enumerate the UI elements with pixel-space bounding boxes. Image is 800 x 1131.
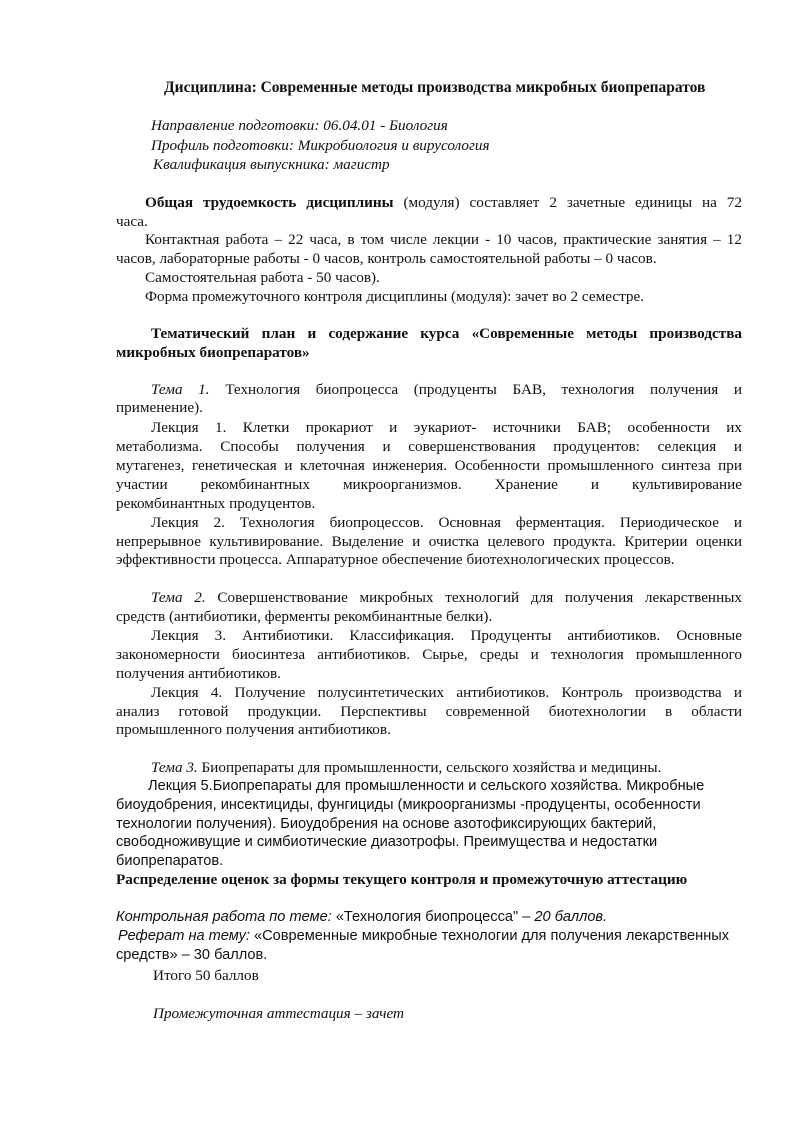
test-points: 20 баллов. — [534, 909, 608, 925]
contact-work-line-2: часов, лабораторные работы - 0 часов, контроль самостоятельной работы – 0 часов. — [116, 250, 657, 267]
direction-line: Направление подготовки: 06.04.01 - Биология — [151, 117, 448, 134]
lecture5-line-1: Лекция 5.Биопрепараты для промышленности и сельского хозяйства. Микробные — [148, 778, 705, 794]
essay-label: Реферат на тему: — [118, 928, 250, 944]
topic3-label: Тема 3. — [151, 759, 198, 776]
topic2-line-1 — [151, 588, 742, 607]
essay-topic: «Современные микробные технологии для получения лекарственных — [249, 928, 730, 944]
interim-attestation-line: Промежуточная аттестация – зачет — [153, 1005, 404, 1022]
workload-label: Общая трудоемкость дисциплины — [145, 194, 394, 211]
topic1-title: Технология биопроцесса (продуценты БАВ, технология получения и — [209, 381, 743, 398]
test-label: Контрольная работа по теме: — [116, 909, 332, 925]
lecture1-line-4: участии рекомбинантных микроорганизмов. Хранение и культивирование — [116, 476, 742, 493]
lecture4-line-1: Лекция 4. Получение полусинтетических антибиотиков. Контроль производства и — [151, 684, 742, 701]
plan-heading-line-2: микробных биопрепаратов» — [116, 344, 310, 361]
self-study-line: Самостоятельная работа - 50 часов). — [145, 269, 380, 286]
topic1-line-1 — [151, 380, 742, 399]
control-form-line: Форма промежуточного контроля дисциплины (модуля): зачет во 2 семестре. — [145, 288, 645, 305]
workload-line-1 — [145, 193, 742, 212]
topic1-line-2: применение). — [116, 399, 203, 416]
qualification-line: Квалификация выпускника: магистр — [153, 156, 390, 173]
plan-heading-line-1: Тематический план и содержание курса «Современные методы производства — [151, 325, 742, 342]
topic3-title: Биопрепараты для промышленности, сельского хозяйства и медицины. — [197, 759, 662, 776]
lecture1-line-1: Лекция 1. Клетки прокариот и эукариот- источники БАВ; особенности их — [151, 419, 742, 436]
lecture4-line-2: анализ готовой продукции. Перспективы современной биотехнологии в области — [116, 703, 742, 720]
test-line — [116, 908, 607, 927]
lecture2-line-2: непрерывное культивирование. Выделение и очистка целевого продукта. Критерии оценки — [116, 533, 742, 550]
contact-work-line: Контактная работа – 22 часа, в том числе лекции - 10 часов, практические занятия – 12 — [145, 231, 742, 248]
lecture2-line-1: Лекция 2. Технология биопроцессов. Основная ферментация. Периодическое и — [151, 514, 742, 531]
lecture3-line-3: получения антибиотиков. — [116, 665, 281, 682]
assessment-heading: Распределение оценок за формы текущего контроля и промежуточную аттестацию — [116, 871, 688, 888]
profile-line: Профиль подготовки: Микробиология и вирусология — [151, 137, 490, 154]
discipline-title: Дисциплина: Современные методы производства микробных биопрепаратов — [164, 79, 706, 96]
lecture4-line-3: промышленного получения антибиотиков. — [116, 721, 391, 738]
workload-line-2: часа. — [116, 213, 148, 230]
lecture1-line-5: рекомбинантных продуцентов. — [116, 495, 316, 512]
topic2-label: Тема 2. — [151, 589, 206, 606]
lecture5-line-3: технологии получения). Биоудобрения на основе азотофиксирующих бактерий, — [116, 816, 657, 832]
topic2-title: Совершенствование микробных технологий для получения лекарственных — [205, 589, 742, 606]
workload-text: (модуля) составляет 2 зачетные единицы на 72 — [393, 194, 742, 211]
essay-line-2: средств» – 30 баллов. — [116, 947, 268, 963]
lecture2-line-3: эффективности процесса. Аппаратурное обеспечение биотехнологических процессов. — [116, 551, 675, 568]
lecture1-line-3: мутагенез, генетическая и клеточная инженерия. Особенности промышленного синтеза при — [116, 457, 742, 474]
lecture3-line-1: Лекция 3. Антибиотики. Классификация. Продуценты антибиотиков. Основные — [151, 627, 742, 644]
total-line: Итого 50 баллов — [153, 967, 259, 984]
lecture1-line-2: метаболизма. Способы получения и совершенствования продуцентов: селекция и — [116, 438, 742, 455]
topic3-line-1 — [151, 758, 661, 777]
lecture5-line-2: биоудобрения, инсектициды, фунгициды (микроорганизмы -продуценты, особенности — [116, 797, 701, 813]
lecture5-line-5: биопрепаратов. — [116, 853, 224, 869]
test-topic: «Технология биопроцесса" – — [331, 909, 535, 925]
lecture3-line-2: закономерности биосинтеза антибиотиков. Сырье, среды и технология промышленного — [116, 646, 742, 663]
topic1-label: Тема 1. — [151, 381, 210, 398]
essay-line-1 — [118, 927, 729, 946]
topic2-line-2: средств (антибиотики, ферменты рекомбинантные белки). — [116, 608, 493, 625]
lecture5-line-4: свободноживущие и симбиотические диазотрофы. Преимущества и недостатки — [116, 834, 658, 850]
